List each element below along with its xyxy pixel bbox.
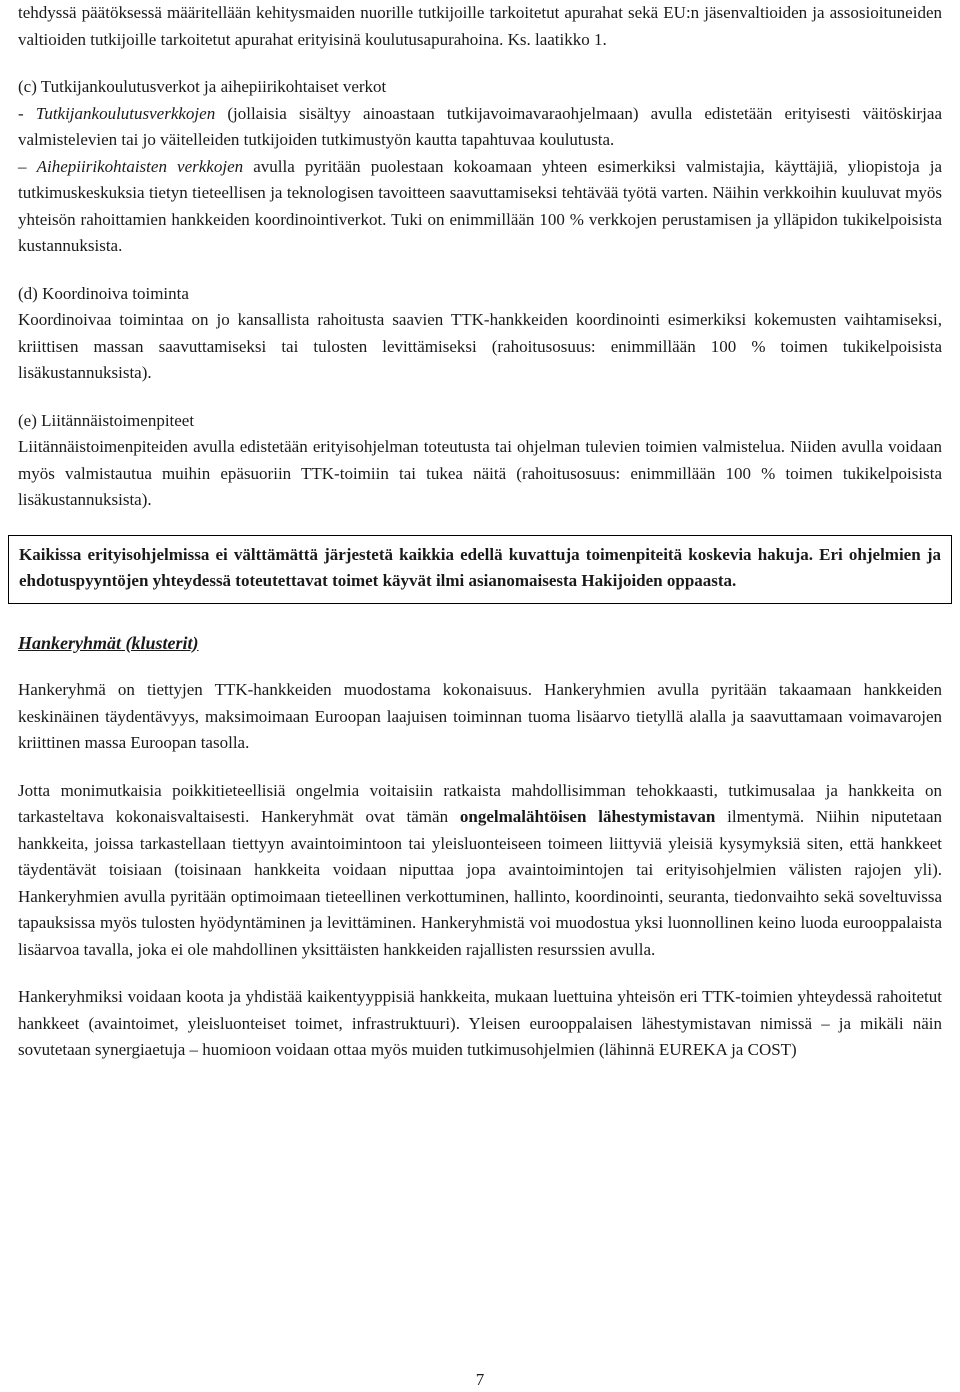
section-e-heading: (e) Liitännäistoimenpiteet [18,410,195,430]
notice-box: Kaikissa erityisohjelmissa ei välttämättä järjestetä kaikkia edellä kuvattuja toimenpiteitä koskevia hakuja. Eri ohjelmien ja ehdotuspyyntöjen yhteydessä toteutettavat toimet käyvät ilmi asianomaisesta Hakijoiden oppaasta. [8,535,952,604]
para-2-emphasis: ongelmalähtöisen lähestymistavan [459,807,716,826]
bullet-1-prefix: - [18,103,36,123]
para-2-start: Jotta monimutkaisia poikkitieteellisiä ongelmia voitaisiin ratkaista mahdollisimman tehokkaasti, tutkimusalaa ja hankkeita on tarkasteltava kokonaisvaltaisesti. Hankeryhmät ovat tämän [18,780,942,826]
section-c-heading: (c) Tutkijankoulutusverkot ja aihepiirikohtaiset verkot [18,77,387,96]
section-d-heading: (d) Koordinoiva toiminta [18,283,189,303]
document-page [18,0,942,1064]
bullet-2-text: avulla pyritään puolestaan kokoamaan yhteen esimerkiksi valmistajia, käyttäjiä, yliopistoja ja tutkimuskeskuksia tietyn tieteellisen ja teknologisen tavoitteen saavuttamiseksi tehtävää työtä varten. Näihin verkkoihin kuuluvat myös yhteisön rahoittamien hankkeiden koordinointiverkot. Tuki on enimmillään 100 % verkkojen perustamisen ja ylläpidon tukikelpoisista kustannuksista. [18,156,942,255]
bullet-1-term: Tutkijankoulutusverkkojen [35,103,216,123]
page-number: 7 [475,1370,485,1389]
section-c-bullet-2 [18,154,942,260]
section-d-body: Koordinoivaa toimintaa on jo kansallista rahoitusta saavien TTK-hankkeiden koordinointi esimerkiksi kokemusten vaihtamiseksi, kriittisen massan saavuttamiseksi tai tulosten levittämiseksi (rahoitusosuus: enimmillään 100 % toimen tukikelpoisista lisäkustannuksista). [18,310,942,382]
bullet-2-term: Aihepiirikohtaisten verkkojen [36,156,244,176]
intro-paragraph: tehdyssä päätöksessä määritellään kehitysmaiden nuorille tutkijoille tarkoitetut apurahat sekä EU:n jäsenvaltioiden ja assosioituneiden valtioiden tutkijoille tarkoitetut apurahat erityisinä koulutusapurahoina. Ks. laatikko 1. [18,3,942,49]
clusters-title: Hankeryhmät (klusterit) [18,632,199,653]
clusters-paragraph-3: Hankeryhmiksi voidaan koota ja yhdistää kaikentyyppisiä hankkeita, mukaan luettuina yhteisön eri TTK-toimien yhteydessä rahoitetut hankkeet (avaintoimet, yleisluonteiset toimet, infrastruktuuri). Yleisen eurooppalaisen lähestymistavan nimissä – ja mikäli näin sovutetaan synergiaetuja – huomioon voidaan ottaa myös muiden tutkimusohjelmien (lähinnä EUREKA ja COST) [18,987,942,1059]
para-2-rest: ilmentymä. Niihin niputetaan hankkeita, joissa tarkastellaan tiettyyn avaintoimintoon tai yleisluonteiseen toimeen liittyviä yleisiä kysymyksiä siten, että hankkeet täydentävät toisiaan (toisinaan hankkeita voidaan niputtaa jopa avaintoimintojen tai erityisohjelmien välisten rajojen yli). Hankeryhmien avulla pyritään optimoimaan tieteellinen verkottuminen, hallinto, koordinointi, seuranta, tiedonvaihto sekä soveltuvissa tapauksissa myös tulosten hyödyntäminen ja levittäminen. Hankeryhmistä voi muodostua yksi luonnollinen keino luoda eurooppalaista lisäarvoa tavalla, joka ei ole mahdollinen yksittäisten hankkeiden rajallisten resurssien avulla. [18,807,942,959]
section-c-bullet-1 [18,101,942,154]
bullet-2-prefix: – [18,156,37,176]
clusters-paragraph-2 [18,778,942,964]
bullet-1-text: (jollaisia sisältyy ainoastaan tutkijavoimavaraohjelmaan) avulla edistetään erityisesti väitöskirjaa valmistelevien tai jo väitelleiden tutkijoiden tutkimustyön kautta tapahtuvaa koulutusta. [18,103,942,149]
clusters-paragraph-1: Hankeryhmä on tiettyjen TTK-hankkeiden muodostama kokonaisuus. Hankeryhmien avulla pyritään takaamaan hankkeiden keskinäinen täydentävyys, maksimoimaan Euroopan laajuisen toiminnan tuoma lisäarvo tietyllä alalla ja saavuttamaan voimavarojen kriittinen massa Euroopan tasolla. [18,680,942,752]
section-e-body: Liitännäistoimenpiteiden avulla edistetään erityisohjelman toteutusta tai ohjelman tulevien toimien valmistelua. Niiden avulla voidaan myös valmistautua muihin epäsuoriin TTK-toimiin tai tukea näitä (rahoitusosuus: enimmillään 100 % toimen tukikelpoisista lisäkustannuksista). [18,437,942,509]
